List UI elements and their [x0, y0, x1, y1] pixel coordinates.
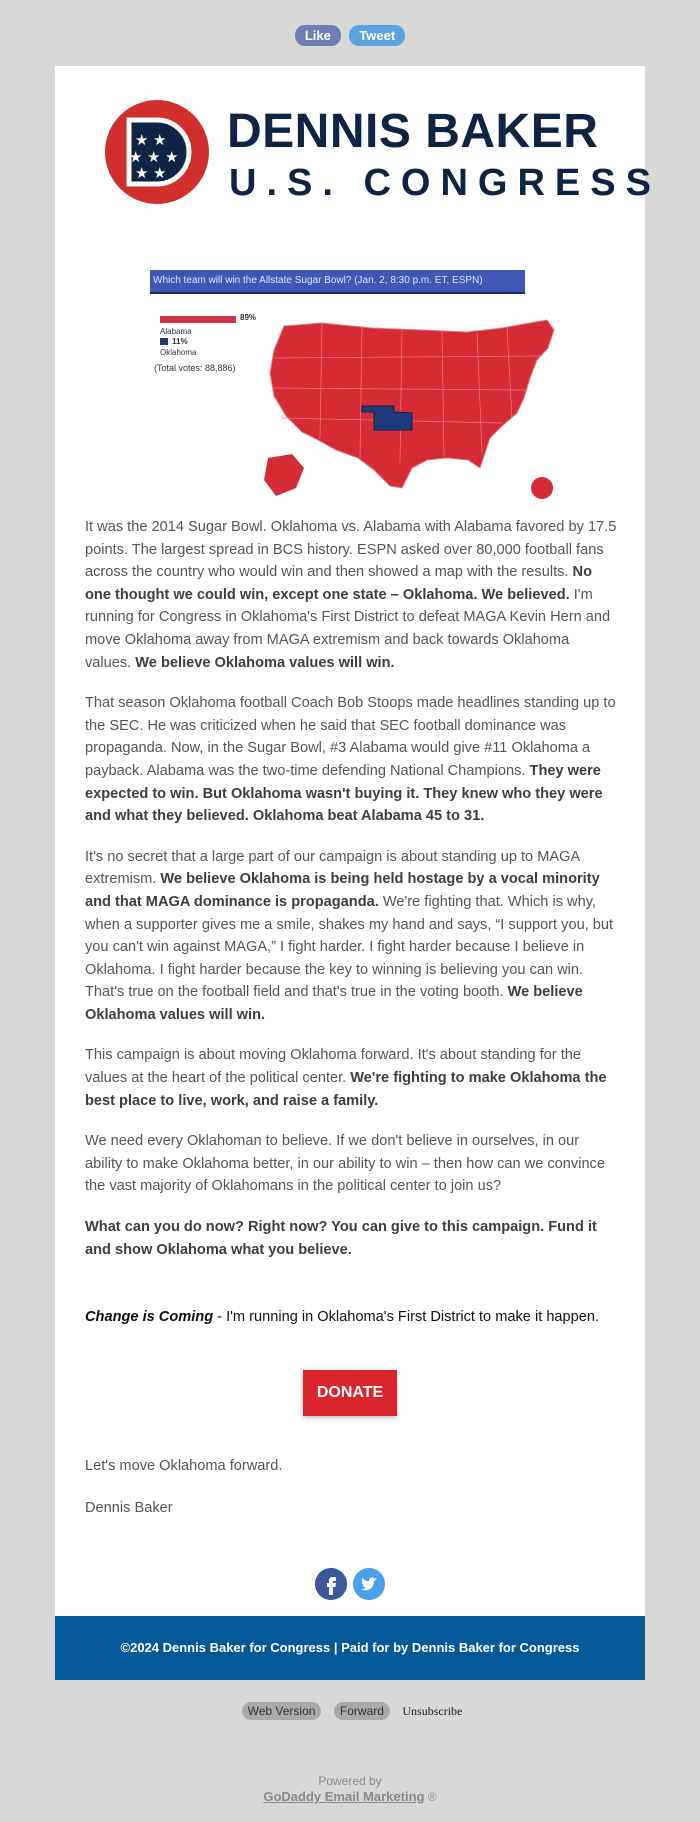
svg-text:★: ★ [153, 131, 167, 149]
alabama-legend-bar [160, 316, 236, 323]
stars-d-logo-icon [105, 100, 209, 204]
change-is-coming-line: Change is Coming - I'm running in Oklahoma's First District to make it happen. [85, 1309, 600, 1325]
paragraph-believe: We need every Oklahoman to believe. If we don't believe in ourselves, in our ability to make Oklahoma better, in our ability to win – then how can we convince the vast majority of Oklahomans in the political center to join us? [85, 1133, 605, 1195]
oklahoma-percent: 11% [172, 337, 188, 346]
paragraph-sugar-bowl: It was the 2014 Sugar Bowl. Oklahoma vs. Alabama with Alabama favored by 17.5 points. The largest spread in BCS history. ESPN asked over 80,000 football fans across the country who would win and then showed a map with the results. No one thought we could win, except one state – Oklahoma. We believed. I'm running for Congress in Oklahoma's First District to defeat MAGA Kevin Hern and move Oklahoma away from MAGA extremism and back towards Oklahoma values. We believe Oklahoma values will win. [85, 519, 617, 671]
paragraph-call-to-action: What can you do now? Right now? You can give to this campaign. Fund it and show Oklahoma what you believe. [85, 1219, 597, 1258]
svg-text:★: ★ [165, 148, 179, 166]
registered-mark: ® [424, 1790, 437, 1804]
alabama-percent: 89% [240, 313, 257, 322]
campaign-logo [105, 100, 661, 210]
footer-text: ©2024 Dennis Baker for Congress | Paid for by Dennis Baker for Congress [120, 1640, 580, 1655]
espn-poll-image [150, 270, 555, 502]
paragraph-moving-forward: This campaign is about moving Oklahoma forward. It's about standing for the values at the heart of the political center. We're fighting to make Oklahoma the best place to live, work, and raise a family. [85, 1047, 607, 1109]
godaddy-email-marketing-link[interactable]: GoDaddy Email Marketing [263, 1789, 425, 1804]
office-title: U.S. CONGRESS [229, 162, 661, 204]
powered-by-label: Powered by [318, 1774, 382, 1788]
email-card [55, 66, 661, 1680]
us-map-results [262, 318, 555, 502]
powered-by [0, 1773, 700, 1805]
alabama-label: Alabama [160, 327, 192, 336]
email-links [0, 1702, 700, 1720]
candidate-name: DENNIS BAKER [227, 105, 599, 158]
paragraph-maga: It's no secret that a large part of our campaign is about standing up to MAGA extremism. We believe Oklahoma is being held hostage by a vocal minority and that MAGA dominance is propaganda. We're fighting that. Which is why, when a supporter gives me a smile, shakes my hand and says, “I support you, but you can't win against MAGA,” I fight harder. I fight harder because I believe in Oklahoma. I fight harder because the key to winning is believing you can win. That's true on the football field and that's true in the voting booth. We believe Oklahoma values will win. [85, 848, 614, 1023]
oklahoma-legend-swatch [160, 338, 168, 345]
social-links [55, 1568, 645, 1600]
twitter-icon[interactable] [353, 1568, 385, 1600]
share-bar [0, 25, 700, 46]
svg-text:★: ★ [153, 164, 167, 182]
facebook-icon[interactable] [315, 1568, 347, 1600]
closing-line: Let's move Oklahoma forward. [85, 1458, 283, 1474]
svg-text:★: ★ [147, 148, 161, 166]
donate-button[interactable]: DONATE [303, 1370, 397, 1416]
poll-total-votes: (Total votes: 88,886) [154, 363, 236, 373]
poll-question: Which team will win the Allstate Sugar Bowl? (Jan. 2, 8:30 p.m. ET, ESPN) [150, 270, 525, 294]
unsubscribe-link[interactable]: Unsubscribe [402, 1704, 463, 1718]
forward-link[interactable]: Forward [334, 1702, 390, 1720]
email-body [85, 516, 617, 1279]
svg-text:★: ★ [129, 148, 143, 166]
signature: Dennis Baker [85, 1500, 173, 1516]
web-version-link[interactable]: Web Version [242, 1702, 322, 1720]
tweet-button[interactable]: Tweet [349, 25, 405, 46]
svg-text:★: ★ [135, 164, 149, 182]
svg-text:★: ★ [135, 131, 149, 149]
paragraph-bob-stoops: That season Oklahoma football Coach Bob Stoops made headlines standing up to the SEC. He was criticized when he said that SEC football dominance was propaganda. Now, in the Sugar Bowl, #3 Alabama would give #11 Oklahoma a payback. Alabama was the two-time defending National Champions. They were expected to win. But Oklahoma wasn't buying it. They knew who they were and what they believed. Oklahoma beat Alabama 45 to 31. [85, 695, 616, 825]
email-footer [55, 1616, 645, 1680]
oklahoma-label: Oklahoma [160, 348, 197, 357]
facebook-like-button[interactable]: Like [295, 25, 341, 46]
